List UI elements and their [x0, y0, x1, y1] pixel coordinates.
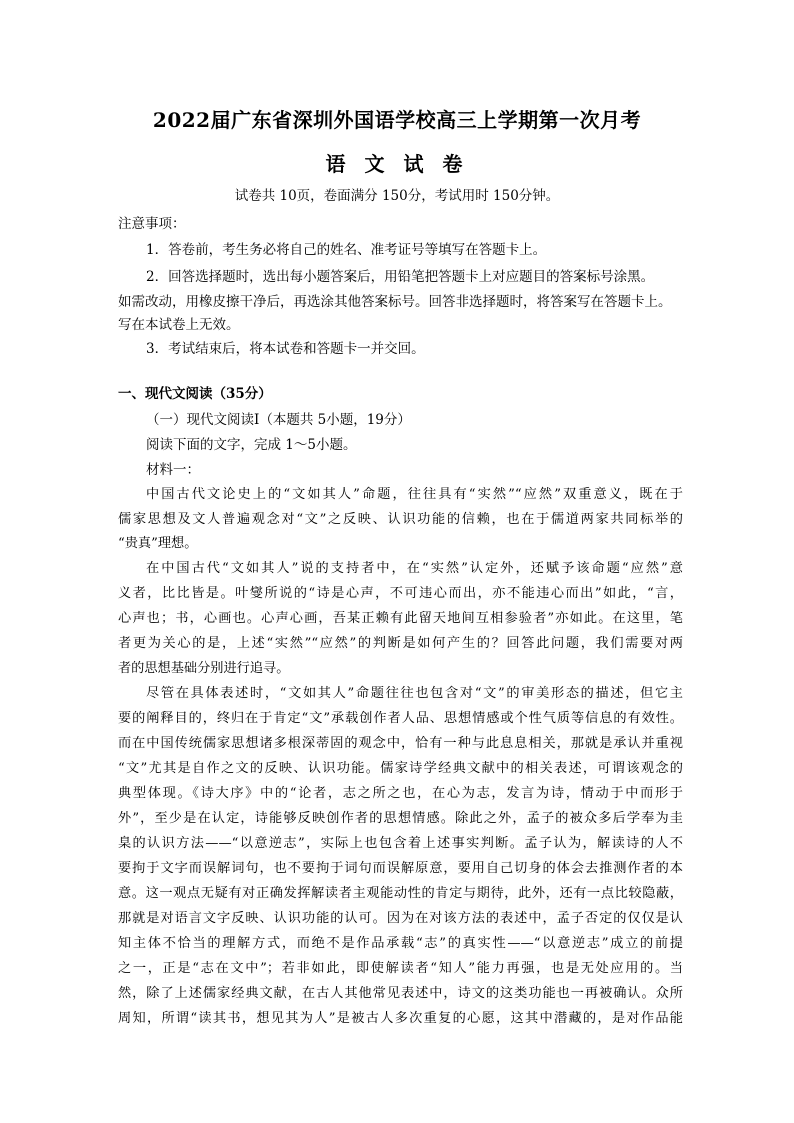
passage-line: 那就是对语言文字反映、认识功能的认可。因为在对该方法的表述中，孟子否定的仅仅是认 [118, 911, 683, 926]
notice-line: 3．考试结束后，将本试卷和答题卡一并交回。 [146, 341, 425, 357]
passage-line: 者更为关心的是，上述“实然”“应然”的判断是如何产生的？回答此问题，我们需要对两 [118, 636, 683, 651]
section-heading: 一、现代文阅读（35分） [118, 386, 272, 402]
passage-line: 在中国古代“文如其人”说的支持者中，在“实然”认定外，还赋予该命题“应然”意 [146, 561, 683, 576]
passage-line: 中国古代文论史上的“文如其人”命题，往往具有“实然”“应然”双重意义，既在于 [146, 487, 683, 502]
subject-heading: 语 文 试 卷 [325, 152, 469, 176]
passage-line: 之一，正是“志在文中”；若非如此，即使解读者“知人”能力再强，也是无处应用的。当 [118, 961, 683, 976]
notice-line: 如需改动，用橡皮擦干净后，再选涂其他答案标号。回答非选择题时，将答案写在答题卡上。 [118, 294, 672, 310]
passage-line: 要拘于文字而误解词句，也不要拘于词句而误解原意，要用自己切身的体会去推测作者的本 [118, 861, 683, 876]
passage-line: 意。这一观点无疑有对正确发挥解读者主观能动性的肯定与期待，此外，还有一点比较隐蔽， [118, 886, 683, 901]
notice-heading: 注意事项： [118, 216, 186, 232]
passage-line: 然，除了上述儒家经典文献，在古人其他常见表述中，诗文的这类功能也一再被确认。众所 [118, 986, 683, 1001]
passage-line: 要的阐释目的，终归在于肯定“文”承载创作者人品、思想情感或个性气质等信息的有效性。 [118, 711, 683, 726]
passage-line: 尽管在具体表述时，“文如其人”命题往往也包含对“文”的审美形态的描述，但它主 [146, 686, 683, 701]
passage-line: 知主体不恰当的理解方式，而绝不是作品承载“志”的真实性——“以意逆志”成立的前提 [118, 936, 683, 951]
material-label: 材料一： [146, 462, 200, 478]
page-title: 2022届广东省深圳外国语学校高三上学期第一次月考 [152, 108, 642, 132]
passage-line: 臬的认识方法——“以意逆志”，实际上也包含着上述事实判断。孟子认为，解读诗的人不 [118, 836, 683, 851]
passage-line: 周知，所谓“读其书，想见其为人”是被古人多次重复的心愿，这其中潜藏的，是对作品能 [118, 1011, 683, 1026]
instruction: 阅读下面的文字，完成 1～5小题。 [146, 437, 357, 453]
passage-line: 者的思想基础分别进行追寻。 [118, 661, 290, 676]
notice-line: 2．回答选择题时，选出每小题答案后，用铅笔把答题卡上对应题目的答案标号涂黑。 [146, 269, 655, 285]
passage-line: “贵真”理想。 [118, 536, 198, 551]
exam-meta: 试卷共 10页，卷面满分 150分，考试用时 150分钟。 [234, 188, 560, 204]
passage-line: 儒家思想及文人普遍观念对“文”之反映、认识功能的信赖，也在于儒道两家共同标举的 [118, 512, 683, 527]
passage-line: 典型体现。《诗大序》中的“论者，志之所之也，在心为志，发言为诗，情动于中而形于 [118, 786, 683, 801]
passage-line: 义者，比比皆是。叶燮所说的“诗是心声，不可违心而出，亦不能违心而出”如此，“言， [118, 586, 683, 601]
notice-line: 1．答卷前，考生务必将自己的姓名、准考证号等填写在答题卡上。 [146, 242, 547, 258]
passage-line: 外”，至少是在认定，诗能够反映创作者的思想情感。除此之外，孟子的被众多后学奉为圭 [118, 811, 683, 826]
notice-line: 写在本试卷上无效。 [118, 317, 240, 333]
passage-line: “文”尤其是自作之文的反映、认识功能。儒家诗学经典文献中的相关表述，可谓该观念的 [118, 761, 683, 776]
passage-line: 心声也；书，心画也。心声心画，吾某正赖有此留天地间互相参验者”亦如此。在这里，笔 [118, 611, 683, 626]
passage-line: 而在中国传统儒家思想诸多根深蒂固的观念中，恰有一种与此息息相关，那就是承认并重视 [118, 736, 683, 751]
sub-section-heading: （一）现代文阅读Ⅰ（本题共 5小题，19分） [146, 412, 411, 428]
